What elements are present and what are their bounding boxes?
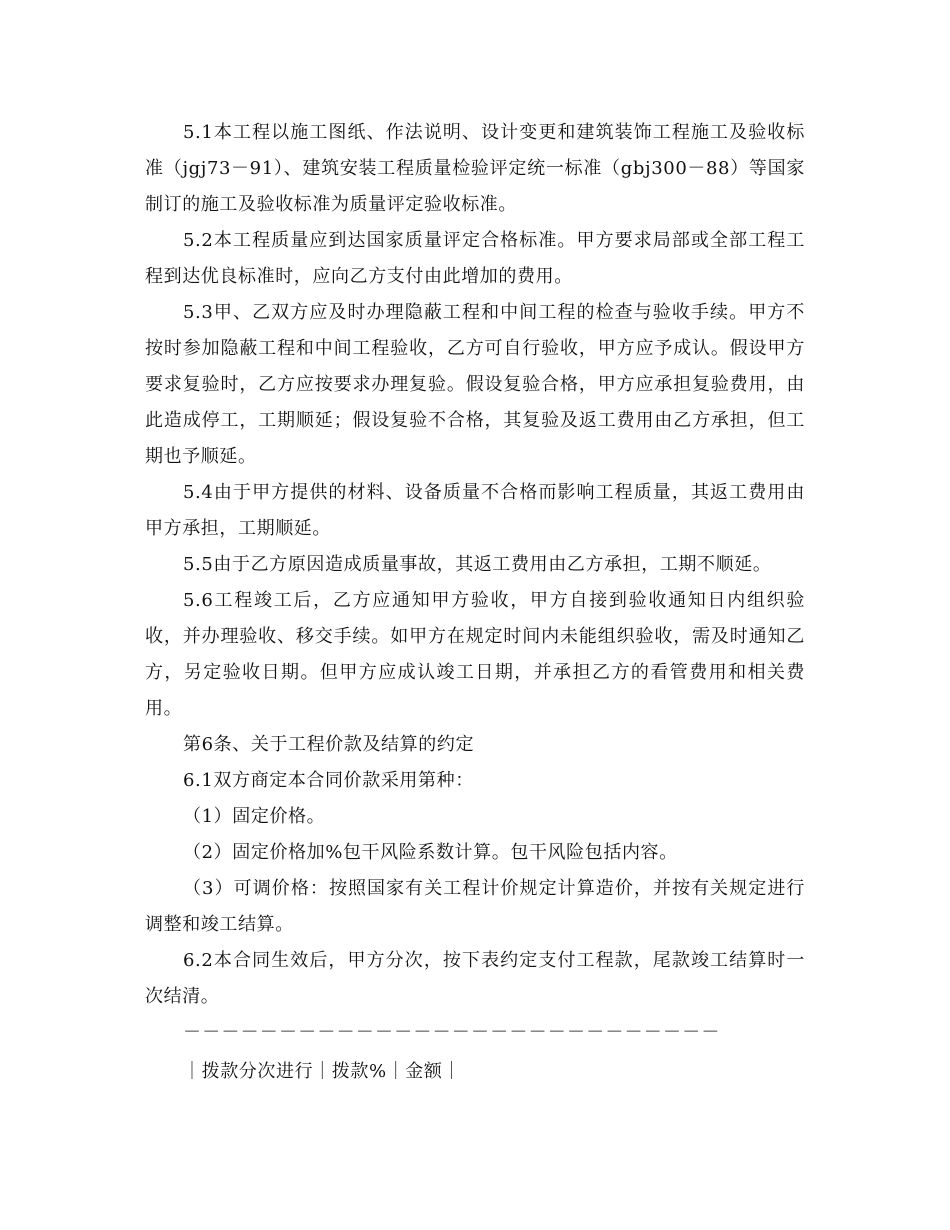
payment-table-header: ｜拨款分次进行｜拨款%｜金额｜ <box>183 1061 462 1082</box>
clause-5-5: 5.5由于乙方原因造成质量事故，其返工费用由乙方承担，工期不顺延。 <box>183 554 772 575</box>
clause-6-1: 6.1双方商定本合同价款采用第种： <box>183 770 474 791</box>
article-6-heading: 第6条、关于工程价款及结算的约定 <box>183 734 475 755</box>
clause-5-2: 5.2本工程质量应到达国家质量评定合格标准。甲方要求局部或全部工程工程到达优良标准时，应向乙方支付由此增加的费用。 <box>145 230 805 287</box>
clause-6-2: 6.2本合同生效后，甲方分次，按下表约定支付工程款，尾款竣工结算时一次结清。 <box>145 950 805 1007</box>
option-3-adjustable-price: （3）可调价格：按照国家有关工程计价规定计算造价，并按有关规定进行调整和竣工结算。 <box>145 878 805 935</box>
table-rule: －－－－－－－－－－－－－－－－－－－－－－－－－－－－ <box>183 1022 721 1043</box>
clause-5-3: 5.3甲、乙双方应及时办理隐蔽工程和中间工程的检查与验收手续。甲方不按时参加隐蔽工程和中间工程验收，乙方可自行验收，甲方应予成认。假设甲方要求复验时，乙方应按要求办理复验。假设复验合格，甲方应承担复验费用，由此造成停工，工期顺延；假设复验不合格，其复验及返工费用由乙方承担，但工期也予顺延。 <box>145 302 805 467</box>
option-1-fixed-price: （1）固定价格。 <box>183 806 326 827</box>
document-body <box>145 115 805 1090</box>
option-2-fixed-price-risk: （2）固定价格加%包干风险系数计算。包干风险包括内容。 <box>183 842 678 863</box>
clause-5-1: 5.1本工程以施工图纸、作法说明、设计变更和建筑装饰工程施工及验收标准（jgj73－91）、建筑安装工程质量检验评定统一标准（gbj300－88）等国家制订的施工及验收标准为质量评定验收标准。 <box>145 122 805 215</box>
clause-5-4: 5.4由于甲方提供的材料、设备质量不合格而影响工程质量，其返工费用由甲方承担，工期顺延。 <box>145 482 805 539</box>
clause-5-6: 5.6工程竣工后，乙方应通知甲方验收，甲方自接到验收通知日内组织验收，并办理验收、移交手续。如甲方在规定时间内未能组织验收，需及时通知乙方，另定验收日期。但甲方应成认竣工日期，并承担乙方的看管费用和相关费用。 <box>145 590 805 719</box>
